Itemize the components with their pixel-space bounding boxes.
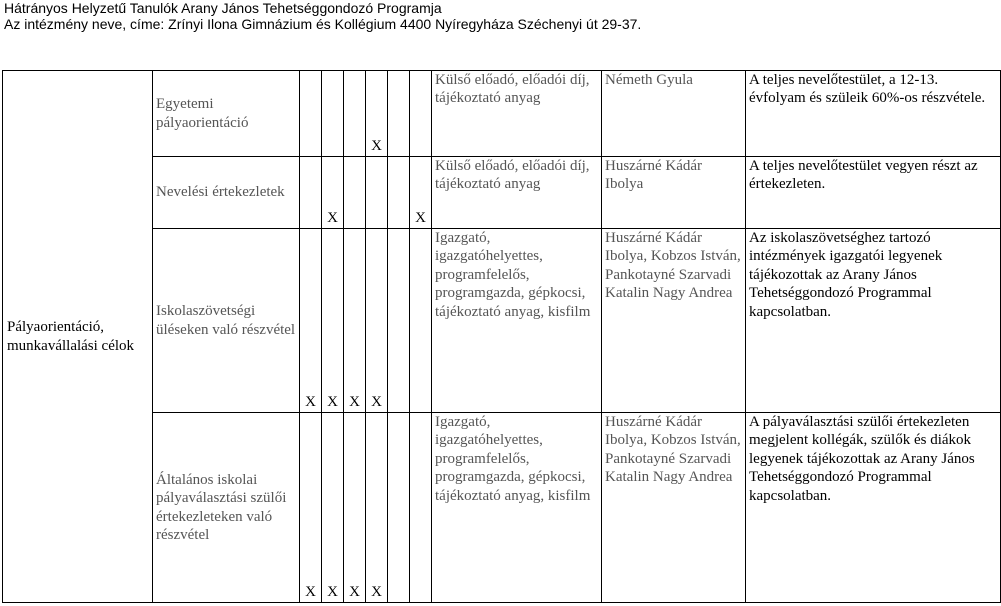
program-table: [2, 70, 1001, 603]
mark-cell: X: [366, 413, 388, 603]
mark-cell: [344, 157, 366, 229]
mark-cell: [388, 229, 410, 413]
activity-cell: Általános iskolai pályaválasztási szülői értekezleteken való részvétel: [153, 413, 300, 603]
mark-cell: X: [344, 413, 366, 603]
indicator-cell: Az iskolaszövetséghez tartozó intézmények igazgatói legyenek tájékozottak az Arany János Tehetséggondozó Programmal kapcsolatban.: [746, 229, 1001, 413]
responsible-cell: Huszárné Kádár Ibolya: [602, 157, 746, 229]
mark-cell: [300, 71, 322, 157]
indicator-cell: A pályaválasztási szülői értekezleten megjelent kollégák, szülők és diákok legyenek tájékozottak az Arany János Tehetséggondozó Programmal kapcsolatban.: [746, 413, 1001, 603]
mark-cell: [322, 71, 344, 157]
mark-cell: [410, 71, 432, 157]
mark-cell: X: [344, 229, 366, 413]
mark-cell: X: [410, 157, 432, 229]
mark-cell: [366, 157, 388, 229]
mark-cell: X: [300, 229, 322, 413]
mark-cell: [410, 413, 432, 603]
mark-cell: [344, 71, 366, 157]
means-cell: Külső előadó, előadói díj, tájékoztató anyag: [432, 71, 602, 157]
means-cell: Igazgató, igazgatóhelyettes, programfelelős, programgazda, gépkocsi, tájékoztató anyag, kisfilm: [432, 229, 602, 413]
table-row: [3, 413, 1001, 603]
mark-cell: X: [322, 157, 344, 229]
responsible-cell: Németh Gyula: [602, 71, 746, 157]
mark-cell: X: [366, 71, 388, 157]
mark-cell: [388, 157, 410, 229]
mark-cell: [388, 71, 410, 157]
indicator-cell: A teljes nevelőtestület, a 12-13. évfolyam és szüleik 60%-os részvétele.: [746, 71, 1001, 157]
mark-cell: X: [300, 413, 322, 603]
means-cell: Külső előadó, előadói díj, tájékoztató anyag: [432, 157, 602, 229]
table-row: [3, 229, 1001, 413]
indicator-cell: A teljes nevelőtestület vegyen részt az értekezleten.: [746, 157, 1001, 229]
mark-cell: X: [322, 413, 344, 603]
means-cell: Igazgató, igazgatóhelyettes, programfelelős, programgazda, gépkocsi, tájékoztató anyag, kisfilm: [432, 413, 602, 603]
mark-cell: [410, 229, 432, 413]
responsible-cell: Huszárné Kádár Ibolya, Kobzos István, Pankotayné Szarvadi Katalin Nagy Andrea: [602, 229, 746, 413]
table-row: [3, 157, 1001, 229]
activity-cell: Egyetemi pályaorientáció: [153, 71, 300, 157]
goal-cell: Pályaorientáció, munkavállalási célok: [3, 71, 153, 603]
responsible-cell: Huszárné Kádár Ibolya, Kobzos István, Pankotayné Szarvadi Katalin Nagy Andrea: [602, 413, 746, 603]
activity-cell: Nevelési értekezletek: [153, 157, 300, 229]
mark-cell: X: [366, 229, 388, 413]
mark-cell: X: [322, 229, 344, 413]
institution-line: Az intézmény neve, címe: Zrínyi Ilona Gimnázium és Kollégium 4400 Nyíregyháza Széchenyi út 29-37.: [4, 16, 642, 32]
table-row: [3, 71, 1001, 157]
activity-cell: Iskolaszövetségi üléseken való részvétel: [153, 229, 300, 413]
mark-cell: [388, 413, 410, 603]
document-title: Hátrányos Helyzetű Tanulók Arany János Tehetséggondozó Programja: [4, 0, 442, 16]
mark-cell: [300, 157, 322, 229]
